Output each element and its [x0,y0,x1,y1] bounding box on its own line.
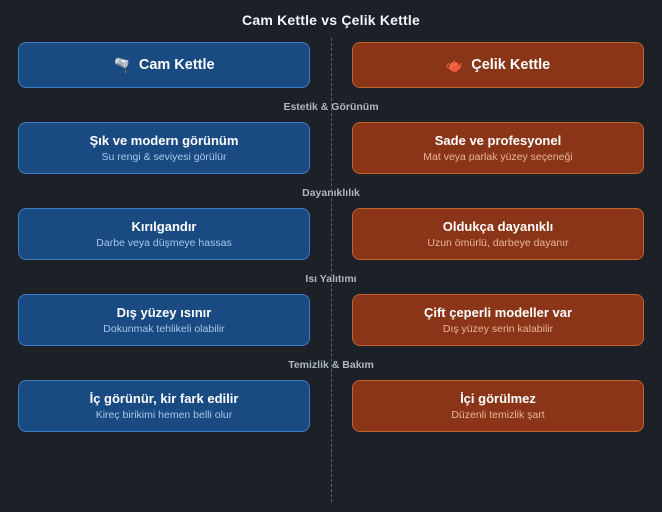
center-divider [331,38,332,502]
page-title: Cam Kettle vs Çelik Kettle [242,12,420,28]
section-label-isi-yalitimi: Isı Yalıtımı [305,273,357,285]
cell-right-dayaniklilik [352,208,644,260]
card-title: İç görünür, kir fark edilir [89,391,239,406]
card-subtitle: Uzun ömürlü, darbeye dayanır [427,237,569,249]
column-right [352,42,644,88]
cell-left-isi-yalitimi [18,294,310,346]
column-left [18,42,310,88]
card-subtitle: Kireç birikimi hemen belli olur [95,409,233,421]
section-label-estetik: Estetik & Görünüm [283,101,379,113]
card-title: Kırılgandır [131,219,197,234]
comparison-card[interactable] [352,122,644,174]
section-label-temizlik-bakim: Temizlik & Bakım [288,359,374,371]
header-card-cam-kettle[interactable] [18,42,310,88]
comparison-card[interactable] [18,208,310,260]
header-label-right: Çelik Kettle [471,57,551,73]
cell-left-estetik [18,122,310,174]
card-subtitle: Mat veya parlak yüzey seçeneği [423,151,573,163]
comparison-card[interactable] [352,294,644,346]
card-title: Sade ve profesyonel [434,133,562,148]
section-label-dayaniklilik: Dayanıklılık [302,187,360,199]
header-card-celik-kettle[interactable] [352,42,644,88]
cell-left-temizlik-bakim [18,380,310,432]
cell-right-isi-yalitimi [352,294,644,346]
card-title: Çift çeperli modeller var [423,305,573,320]
card-title: Dış yüzey ısınır [116,305,212,320]
card-subtitle: Düzenli temizlik şart [451,409,545,421]
card-title: Oldukça dayanıklı [442,219,554,234]
steel-kettle-icon: 🫖 [445,57,464,73]
comparison-card[interactable] [352,380,644,432]
card-title: İçi görülmez [460,391,536,406]
cell-right-estetik [352,122,644,174]
card-subtitle: Su rengi & seviyesi görülür [101,151,227,163]
header-label-left: Cam Kettle [138,57,215,73]
cell-left-dayaniklilik [18,208,310,260]
card-subtitle: Darbe veya düşmeye hassas [96,237,232,249]
cell-right-temizlik-bakim [352,380,644,432]
comparison-card[interactable] [18,380,310,432]
card-subtitle: Dokunmak tehlikeli olabilir [103,323,225,335]
glass-kettle-icon: 🫗 [113,57,131,73]
comparison-card[interactable] [352,208,644,260]
comparison-card[interactable] [18,122,310,174]
comparison-card[interactable] [18,294,310,346]
card-title: Şık ve modern görünüm [89,133,239,148]
card-subtitle: Dış yüzey serin kalabilir [442,323,554,335]
